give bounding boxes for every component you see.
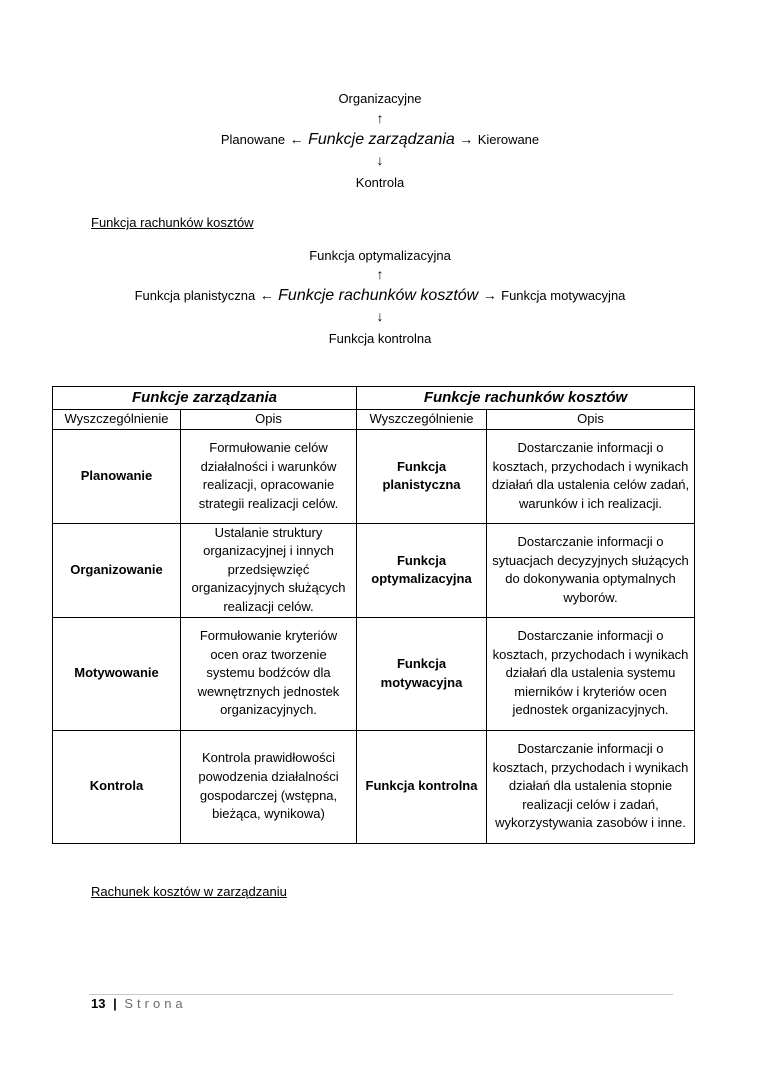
cost-function-name: Funkcja planistyczna <box>357 429 487 523</box>
diagram2-center-row <box>0 287 760 305</box>
diagram1-left: Planowane <box>220 132 286 147</box>
cost-function-description: Dostarczanie informacji o kosztach, przychodach i wynikach działań dla ustalenia systemu mierników i kryteriów ocen jednostek organizacyjnych. <box>487 617 695 730</box>
management-function-name: Kontrola <box>53 730 181 843</box>
table-row <box>53 523 695 617</box>
diagram2-left: Funkcja planistyczna <box>134 288 256 303</box>
footer-separator: | <box>113 996 117 1011</box>
diagram1-top: Organizacyjne <box>338 91 422 106</box>
footer-divider <box>89 994 673 995</box>
diagram2-right-arrow-icon: → <box>482 287 497 303</box>
cost-function-description: Dostarczanie informacji o kosztach, przychodach i wynikach działań dla ustalenia celów zadań, warunków i ich realizacji. <box>487 429 695 523</box>
section-heading-cost-functions: Funkcja rachunków kosztów <box>91 215 254 230</box>
management-function-name: Motywowanie <box>53 617 181 730</box>
subheader-description: Opis <box>487 410 695 430</box>
diagram2-left-arrow-icon: ← <box>259 287 274 303</box>
page-footer <box>91 996 187 1011</box>
diagram2-down-arrow-icon: ↓ <box>376 308 384 324</box>
management-function-description: Ustalanie struktury organizacyjnej i innych przedsięwzięć organizacyjnych służących realizacji celów. <box>181 523 357 617</box>
diagram1-down-arrow-icon: ↓ <box>376 152 384 168</box>
diagram2-up-arrow-icon: ↑ <box>376 266 384 282</box>
diagram2-bottom: Funkcja kontrolna <box>328 331 432 346</box>
diagram1-right: Kierowane <box>477 132 540 147</box>
cost-function-description: Dostarczanie informacji o kosztach, przychodach i wynikach działań dla ustalenia stopnie realizacji celów i zadań, wykorzystywania zasobów i inne. <box>487 730 695 843</box>
diagram1-bottom: Kontrola <box>355 175 405 190</box>
cost-function-name: Funkcja kontrolna <box>357 730 487 843</box>
table-row <box>53 730 695 843</box>
cost-function-name: Funkcja optymalizacyjna <box>357 523 487 617</box>
section-heading-cost-accounting-in-management: Rachunek kosztów w zarządzaniu <box>91 884 287 899</box>
functions-comparison-table <box>52 386 695 844</box>
management-function-description: Kontrola prawidłowości powodzenia działalności gospodarczej (wstępna, bieżąca, wynikowa) <box>181 730 357 843</box>
page-number: 13 <box>91 996 106 1011</box>
diagram2-center: Funkcje rachunków kosztów <box>278 287 479 304</box>
diagram1-left-arrow-icon: ← <box>289 131 304 147</box>
subheader-description: Opis <box>181 410 357 430</box>
management-function-description: Formułowanie kryteriów ocen oraz tworzenie systemu bodźców dla wewnętrznych jednostek organizacyjnych. <box>181 617 357 730</box>
page-label: Strona <box>124 996 187 1011</box>
cost-function-name: Funkcja motywacyjna <box>357 617 487 730</box>
management-function-description: Formułowanie celów działalności i warunków realizacji, opracowanie strategii realizacji celów. <box>181 429 357 523</box>
header-management-functions: Funkcje zarządzania <box>53 387 357 410</box>
diagram2-top: Funkcja optymalizacyjna <box>309 248 451 263</box>
diagram1-center: Funkcje zarządzania <box>308 131 455 148</box>
management-function-name: Organizowanie <box>53 523 181 617</box>
cost-function-description: Dostarczanie informacji o sytuacjach decyzyjnych służących do dokonywania optymalnych wyborów. <box>487 523 695 617</box>
subheader-item: Wyszczególnienie <box>53 410 181 430</box>
diagram1-right-arrow-icon: → <box>459 131 474 147</box>
table-row <box>53 617 695 730</box>
management-function-name: Planowanie <box>53 429 181 523</box>
diagram1-center-row <box>0 131 760 149</box>
diagram1-up-arrow-icon: ↑ <box>376 110 384 126</box>
subheader-item: Wyszczególnienie <box>357 410 487 430</box>
diagram2-right: Funkcja motywacyjna <box>501 288 626 303</box>
table-row <box>53 429 695 523</box>
header-cost-accounting-functions: Funkcje rachunków kosztów <box>357 387 695 410</box>
